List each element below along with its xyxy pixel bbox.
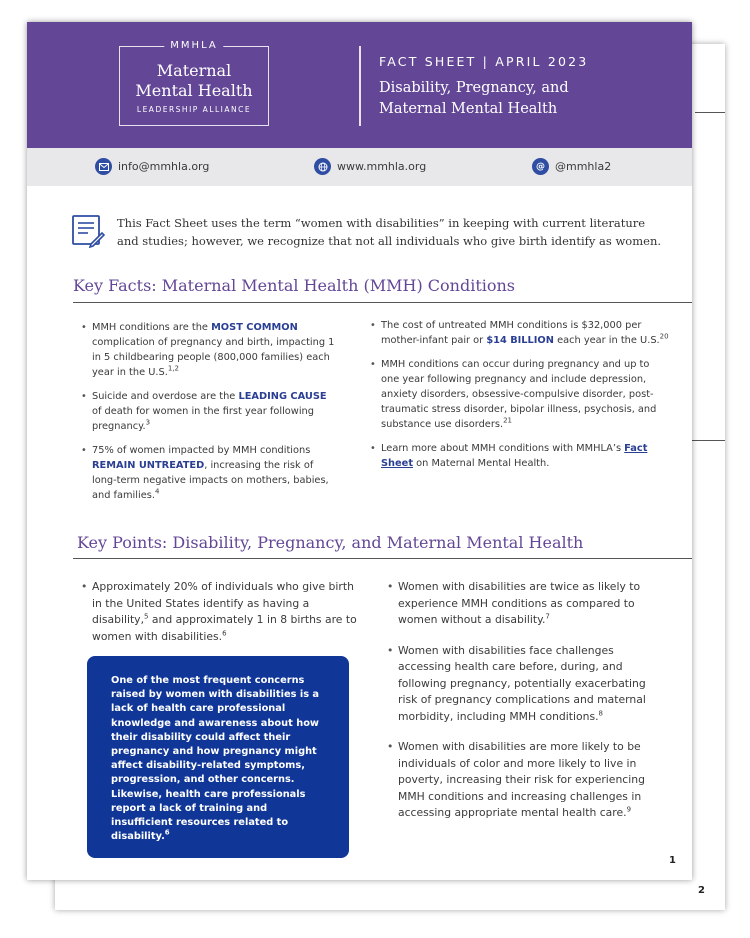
list-item: • Women with disabilities face challenges accessing health care before, during, and following pregnancy, potentially exacerbating risk of pregnancy complications and maternal morbidity, including MMH conditions.$^8$	[387, 643, 667, 726]
fact-sheet-label: FACT SHEET | APRIL 2023	[379, 54, 589, 69]
document-edit-icon	[71, 214, 105, 248]
contact-social-text: @mmhla2	[555, 160, 612, 173]
back-page-rule	[695, 112, 725, 113]
key-facts-left-list	[81, 320, 339, 512]
back-page-number: 2	[698, 885, 705, 896]
contact-email[interactable]	[95, 158, 209, 175]
fact-sheet-link[interactable]: Fact Sheet	[381, 443, 648, 469]
document-title-line1: Disability, Pregnancy, and	[379, 80, 569, 96]
contact-website[interactable]	[314, 158, 426, 175]
key-points-left-list	[81, 579, 359, 659]
intro-line2: and studies; however, we recognize that not all individuals who give birth identify as women.	[117, 234, 662, 248]
logo-acronym: MMHLA	[164, 40, 223, 51]
header-banner	[27, 22, 692, 148]
list-item: • 75% of women impacted by MMH conditions REMAIN UNTREATED, increasing the risk of long-term negative impacts on mothers, babies, and families.$^4$	[81, 443, 339, 503]
header-divider	[359, 46, 361, 126]
list-item: • Women with disabilities are twice as likely to experience MMH conditions as compared to women without a disability.$^7$	[387, 579, 667, 629]
logo-title-line2: Mental Health	[135, 81, 253, 100]
intro-line1: This Fact Sheet uses the term “women with disabilities” in keeping with current literature	[117, 216, 646, 230]
list-item: • MMH conditions are the MOST COMMON complication of pregnancy and birth, impacting 1 in 5 childbearing people (800,000 families) each year in the U.S.$^{1,2}$	[81, 320, 339, 380]
intro-text	[117, 214, 677, 250]
logo-title-line1: Maternal	[156, 61, 232, 80]
at-icon: @	[532, 158, 549, 175]
key-points-right-list	[387, 579, 667, 836]
contact-email-text: info@mmhla.org	[118, 160, 210, 173]
front-page	[27, 22, 692, 880]
page-number: 1	[669, 855, 676, 866]
document-title-line2: Maternal Mental Health	[379, 101, 558, 117]
contact-social[interactable]	[532, 158, 611, 175]
key-points-title: Key Points: Disability, Pregnancy, and Maternal Mental Health	[77, 533, 584, 552]
list-item: • Learn more about MMH conditions with MMHLA’s Fact Sheet on Maternal Mental Health.	[370, 441, 670, 471]
list-item: • MMH conditions can occur during pregnancy and up to one year following pregnancy and include depression, anxiety disorders, obsessive-compulsive disorder, post-traumatic stress disorder, bipolar illness, psychosis, and substance use disorders.$^{21}$	[370, 357, 670, 432]
callout-text: One of the most frequent concerns raised by women with disabilities is a lack of health care professional knowledge and awareness about how their disability could affect their pregnancy and how pregnancy might affect disability-related symptoms, progression, and other concerns. Likewise, health care professionals report a lack of training and insufficient resources related to disability.	[111, 675, 320, 843]
list-item: • The cost of untreated MMH conditions is $32,000 per mother-infant pair or $14 BILLION each year in the U.S.$^{20}$	[370, 318, 670, 348]
mmhla-logo	[119, 40, 269, 126]
key-facts-rule	[73, 302, 692, 303]
key-facts-title: Key Facts: Maternal Mental Health (MMH) Conditions	[73, 276, 516, 295]
list-item: • Women with disabilities are more likely to be individuals of color and more likely to live in poverty, increasing their risk for experiencing MMH conditions and increasing challenges in accessing appropriate mental health care.$^9$	[387, 739, 667, 822]
logo-subtitle: LEADERSHIP ALLIANCE	[136, 105, 252, 114]
key-points-rule	[73, 558, 692, 559]
list-item: • Suicide and overdose are the LEADING CAUSE of death for women in the first year following pregnancy.$^3$	[81, 389, 339, 434]
callout-box: One of the most frequent concerns raised by women with disabilities is a lack of health care professional knowledge and awareness about how their disability could affect their pregnancy and how pregnancy might affect disability-related symptoms, progression, and other concerns. Likewise, health care professionals report a lack of training and insufficient resources related to disability.$^6$	[87, 656, 349, 858]
logo-title	[120, 61, 268, 101]
contact-website-text: www.mmhla.org	[337, 160, 427, 173]
web-icon	[314, 158, 331, 175]
list-item: • Approximately 20% of individuals who give birth in the United States identify as having a disability,$^5$ and approximately 1 in 8 births are to women with disabilities.$^6$	[81, 579, 359, 645]
contact-bar	[27, 148, 692, 186]
email-icon	[95, 158, 112, 175]
key-facts-right-list	[370, 318, 670, 480]
document-title	[379, 78, 679, 120]
